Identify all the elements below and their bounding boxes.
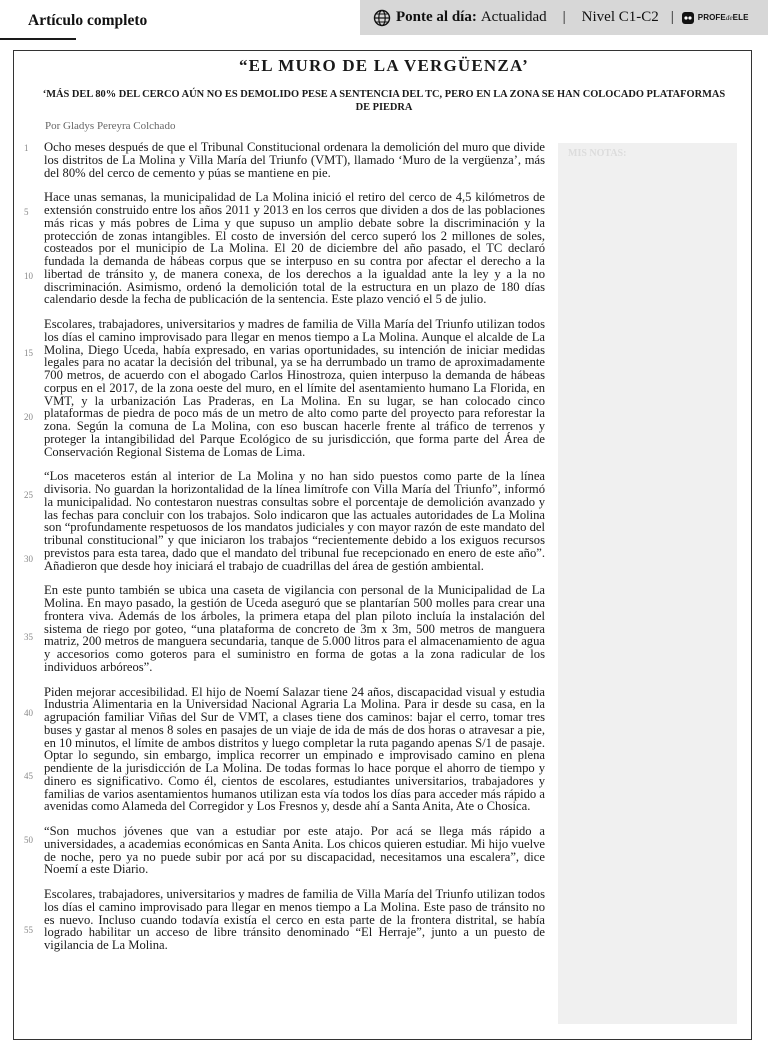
nav-topic[interactable]: Actualidad xyxy=(480,9,547,25)
separator: | xyxy=(562,9,566,25)
line-number: 55 xyxy=(24,925,33,935)
line-number: 20 xyxy=(24,412,33,422)
paragraph: En este punto también se ubica una caseta de vigilancia con personal de la Municipalidad de La Molina. En mayo pasado, la gestión de Uceda aseguró que se plantarían 500 molles para crear una frontera viva. Además de los árboles, la primera etapa del plan piloto incluía la instalación del sistema de riego por goteo, “una plataforma de concreto de 3m x 3m, 500 metros de manguera matriz, 200 metros de manguera secundaria, tanque de 5.000 litros para el almacenamiento de agua y accesorios como goteros para el suministro en forma de gotas a la zona radicular de los individuos arbóreos”. xyxy=(44,583,545,674)
line-number: 15 xyxy=(24,348,33,358)
section-label: Artículo completo xyxy=(28,12,148,29)
brand-logo-icon xyxy=(681,11,695,25)
notes-panel[interactable] xyxy=(558,143,737,1024)
navigation-banner xyxy=(360,0,768,35)
article-byline: Por Gladys Pereyra Colchado xyxy=(45,120,176,132)
article-subtitle: ‘MÁS DEL 80% DEL CERCO AÚN NO ES DEMOLIDO PESE A SENTENCIA DEL TC, PERO EN LA ZONA SE HAN COLOCADO PLATAFORMAS DE PIEDRA xyxy=(42,89,726,113)
paragraph: Escolares, trabajadores, universitarios y madres de familia de Villa María del Triunfo utilizan todos los días el camino improvisado para llegar en menos tiempo a La Molina. Aunque el alcalde de La Molina, Diego Uceda, había expresado, en varias oportunidades, su intención de iniciar medidas legales para no acatar la decisión del tribunal, ya se ha derrumbado un tramo de aproximadamente 700 metros, de acuerdo con el abogado Carlos Hinostroza, quien interpuso la demanda de hábeas corpus en el 2017, de la zona oeste del muro, en el límite del asentamiento humano La Florida, en VMT, y la urbanización Las Praderas, en La Molina. En su lugar, se han colocado cinco plataformas de piedra de poco más de un metro de alto como parte del proyecto para reforestar la zona. Según la comuna de La Molina, con eso buscan hacerle frente al tráfico de terrenos y proteger la intangibilidad del Parque Ecológico de su jurisdicción, que forma parte del Área de Conservación Regional Sistema de Lomas de Lima. xyxy=(44,317,545,459)
paragraph: Piden mejorar accesibilidad. El hijo de Noemí Salazar tiene 24 años, discapacidad visual y estudia Industria Alimentaria en la Universidad Nacional Agraria La Molina. Para ir desde su casa, en la agrupación familiar Viñas del Sur de VMT, a clases tiene dos caminos: bajar el cerro, tomar tres buses y gastar al menos 8 soles en pasajes de un viaje de ida de más de dos horas o atravesar a pie, en 10 minutos, el límite de ambos distritos y luego completar la ruta pagando apenas S/1 de pasaje. Optar lo segundo, sin embargo, implica recorrer un empinado e improvisado camino en plena pendiente de la jurisdicción de La Molina. De todas formas lo hace porque el ahorro de tiempo y dinero es significativo. Como él, cientos de escolares, estudiantes universitarios, trabajadores y familias de varios asentamientos humanos utilizan esta vía todos los días para acceder más rápido a avenidas como Alameda del Corregidor y Los Fresnos y, desde ahí a Santa Anita, Ate o Chosica. xyxy=(44,684,545,814)
separator: | xyxy=(670,9,674,25)
nav-section-link[interactable]: Ponte al día: xyxy=(396,9,477,25)
line-number: 30 xyxy=(24,554,33,564)
article-title: “EL MURO DE LA VERGÜENZA’ xyxy=(238,56,530,75)
globe-icon xyxy=(373,9,391,27)
level-label: Nivel C1-C2 xyxy=(581,9,659,25)
line-number: 35 xyxy=(24,632,33,642)
paragraph: Escolares, trabajadores, universitarios y madres de familia de Villa María del Triunfo utilizan todos los días el camino improvisado para llegar en menos tiempo a La Molina. Este paso de tránsito no es nuevo. Incluso cuando todavía existía el cerco en esta parte de la frontera distrital, se había logrado habilitar un acceso de libre tránsito denominado “El Herraje”, junto a un puesto de vigilancia de La Molina. xyxy=(44,887,545,952)
line-number: 40 xyxy=(24,708,33,718)
section-underline xyxy=(0,38,76,40)
top-bar xyxy=(0,0,768,40)
line-number: 10 xyxy=(24,271,33,281)
paragraph: “Son muchos jóvenes que van a estudiar por este atajo. Por acá se llega más rápido a universidades, a academias económicas en Santa Anita. Los chicos quieren estudiar. Mi hijo vuelve de noche, pero ya no puede subir por acá por su discapacidad, necesitamos una escalera”, dice Noemí a este Diario. xyxy=(44,824,545,877)
line-number: 25 xyxy=(24,490,33,500)
notes-label: MIS NOTAS: xyxy=(568,148,627,159)
line-number: 1 xyxy=(24,143,29,153)
line-number: 50 xyxy=(24,835,33,845)
brand-name[interactable]: PROFEdeELE xyxy=(697,13,749,22)
line-number: 5 xyxy=(24,207,29,217)
article-body xyxy=(44,141,545,964)
paragraph: Ocho meses después de que el Tribunal Constitucional ordenara la demolición del muro que divide los distritos de La Molina y Villa María del Triunfo (VMT), llamado ‘Muro de la vergüenza’, más del 80% del cerco de cemento y púas se mantiene en pie. xyxy=(44,140,545,180)
line-number: 45 xyxy=(24,771,33,781)
paragraph: Hace unas semanas, la municipalidad de La Molina inició el retiro del cerco de 4,5 kilómetros de extensión construido entre los años 2011 y 2013 en los cerros que dividen a dos de las poblaciones más ricas y más pobres de Lima y que supuso un amplio debate sobre la discriminación y la protección de zonas intangibles. El costo de inversión del cerco superó los 2 millones de soles, costeados por el municipio de La Molina. El 20 de diciembre del año pasado, el TC declaró fundada la demanda de hábeas corpus que se interpuso en su contra por afectar el derecho a la libertad de tránsito y, de manera conexa, de los derechos a la igualdad ante la ley y a la no discriminación. Asimismo, ordenó la demolición total de la estructura en un plazo de 180 días calendario desde la fecha de publicación de la sentencia. Este plazo venció el 5 de julio. xyxy=(44,190,545,307)
paragraph: “Los maceteros están al interior de La Molina y no han sido puestos como parte de la línea divisoria. No guardan la horizontalidad de la línea limítrofe con Villa María del Triunfo”, informó la municipalidad. No contestaron nuestras consultas sobre el porcentaje de demolición avanzado y las fechas para concluir con los trabajos. Solo indicaron que las actuales autoridades de La Molina son “profundamente respetuosos de los mandatos judiciales y con mayor razón de este mandato del tribunal constitucional” y que iniciaron los trabajos “recientemente debido a los exiguos recursos previstos para esta tarea, dado que el mandato del tribunal fue recepcionado en enero de este año”. Añadieron que desde hoy iniciará el trabajo de cuadrillas del área de gestión ambiental. xyxy=(44,469,545,573)
